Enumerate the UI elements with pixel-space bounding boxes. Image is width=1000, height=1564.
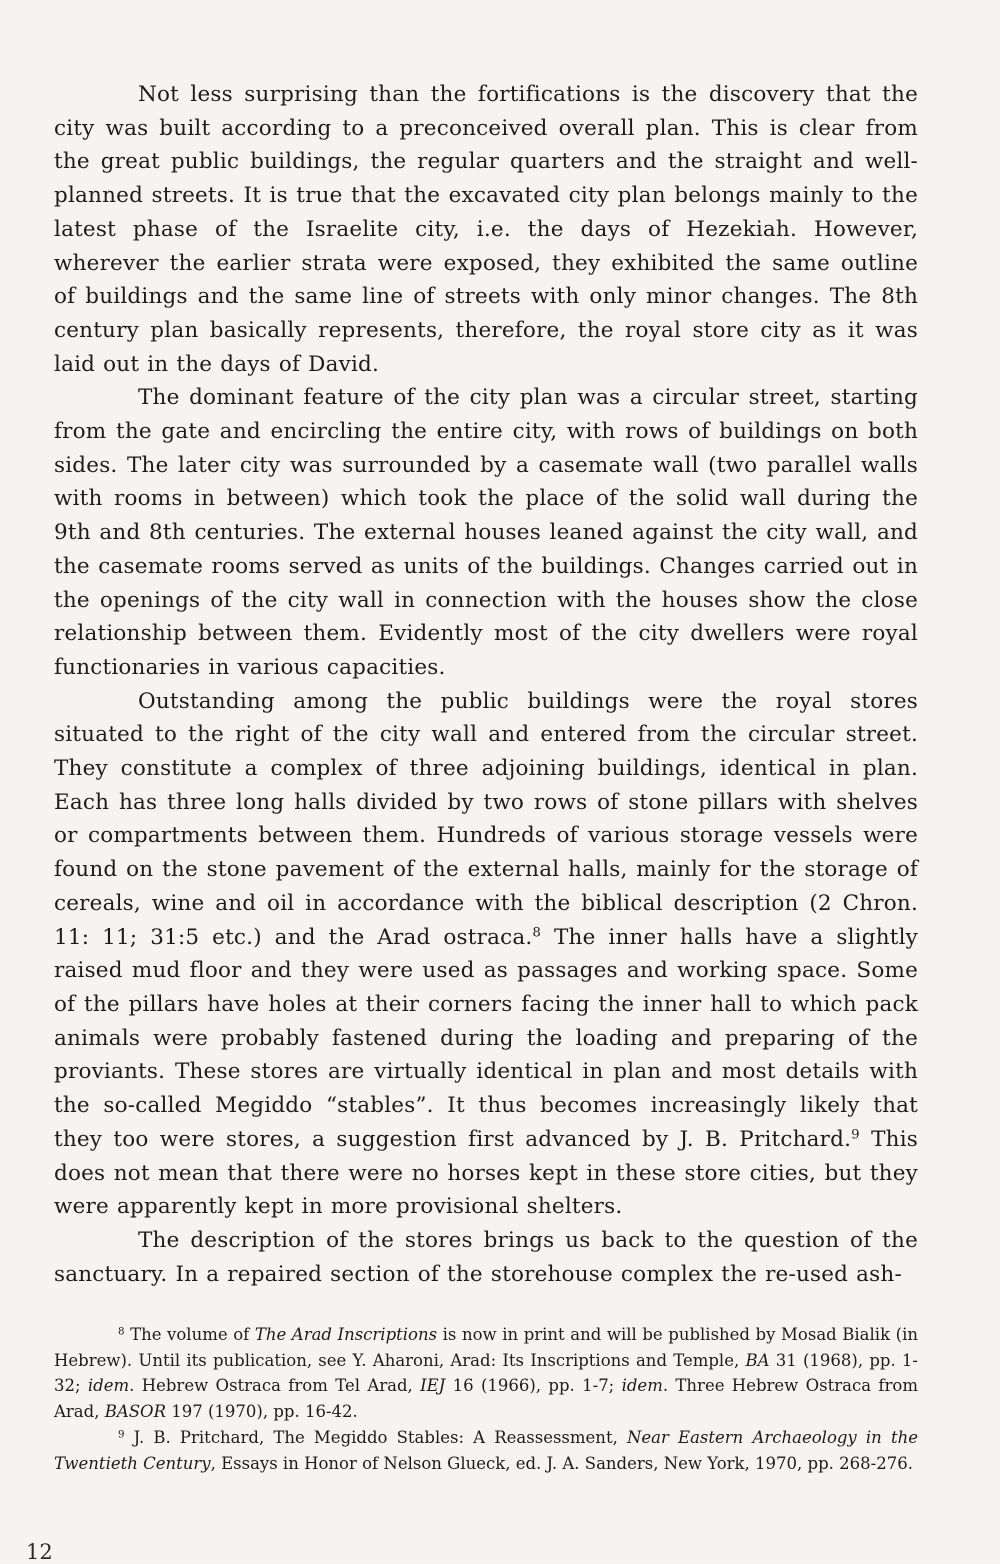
footnote-marker-9: 9	[118, 1429, 125, 1441]
footnote-8-run: is now in print and will be published by Mosad Bialik (in Hebrew). Until its publication, see Y. Aharoni, Arad: Its Inscriptions and Temple,	[54, 1325, 918, 1370]
footnote-ref-8[interactable]: 8	[532, 925, 542, 941]
footnote-8-run: idem	[87, 1376, 130, 1396]
footnote-9-run: , Essays in Honor of Nelson Glueck, ed. J. A. Sanders, New York, 1970, pp. 268-276.	[210, 1453, 913, 1473]
footnote-marker-8: 8	[118, 1326, 125, 1338]
body-text	[54, 78, 918, 1291]
footnote-9-run: J. B. Pritchard, The Megiddo Stables: A Reassessment,	[124, 1427, 627, 1447]
footnote-8-text	[54, 1325, 918, 1421]
footnote-8	[54, 1322, 918, 1425]
footnote-8-run: . Hebrew Ostraca from Tel Arad,	[129, 1376, 421, 1396]
paragraph-2: The dominant feature of the city plan was a circular street, starting from the gate and encircling the entire city, with rows of buildings on both sides. The later city was surrounded by a casemate wall (two parallel walls with rooms in between) which took the place of the solid wall during the 9th and 8th centuries. The external houses leaned against the city wall, and the casemate rooms served as units of the buildings. Changes carried out in the openings of the city wall in connection with the houses show the close relationship between them. Evidently most of the city dwellers were royal functionaries in various capacities.	[54, 385, 918, 680]
footnote-9	[54, 1425, 918, 1476]
paragraph-4: The description of the stores brings us back to the question of the sanctuary. In a repaired section of the storehouse complex the re-used ash-	[54, 1227, 918, 1287]
footnote-8-run: idem	[621, 1376, 663, 1396]
footnote-ref-9[interactable]: 9	[851, 1127, 860, 1143]
paragraph-3-text-c: This does not mean that there were no horses kept in these store cities, but they were apparently kept in more provisional shelters.	[54, 1126, 919, 1220]
footnote-8-run: BA	[745, 1350, 770, 1370]
footnote-8-run: 16 (1966), pp. 1-7;	[445, 1376, 622, 1396]
footnote-8-run: 197 (1970), pp. 16-42.	[166, 1402, 358, 1422]
footnote-8-run: IEJ	[420, 1376, 446, 1396]
footnotes	[54, 1322, 918, 1476]
footnote-8-run: The volume of	[124, 1325, 255, 1344]
footnote-8-run: . Three Hebrew Ostraca from Arad,	[54, 1376, 918, 1422]
footnote-8-run: 31 (1968), pp. 1-32;	[54, 1350, 919, 1396]
footnote-9-run: Near Eastern Archaeology in the Twentieth Century	[54, 1427, 918, 1473]
paragraph-3-text-a: Outstanding among the public buildings were the royal stores situated to the right of the city wall and entered from the circular street. They constitute a complex of three adjoining buildings, identical in plan. Each has three long halls divided by two rows of stone pillars with shelves or compartments between them. Hundreds of various storage vessels were found on the stone pavement of the external halls, mainly for the storage of cereals, wine and oil in accordance with the biblical description (2 Chron. 11: 11; 31:5 etc.) and the Arad ostraca.	[54, 688, 918, 950]
footnote-8-run: BASOR	[104, 1402, 166, 1422]
paragraph-3-text-b: The inner halls have a slightly raised mud floor and they were used as passages and working space. Some of the pillars have holes at their corners facing the inner hall to which pack animals were probably fastened during the loading and preparing of the proviants. These stores are virtually identical in plan and most details with the so-called Megiddo “stables”. It thus becomes increasingly likely that they too were stores, a suggestion first advanced by J. B. Pritchard.	[54, 924, 918, 1152]
footnote-9-text	[54, 1428, 918, 1473]
paragraph-1: Not less surprising than the fortifications is the discovery that the city was built according to a preconceived overall plan. This is clear from the great public buildings, the regular quarters and the straight and well-planned streets. It is true that the excavated city plan belongs mainly to the latest phase of the Israelite city, i.e. the days of Hezekiah. However, wherever the earlier strata were exposed, they exhibited the same outline of buildings and the same line of streets with only minor changes. The 8th century plan basically represents, therefore, the royal store city as it was laid out in the days of David.	[54, 82, 918, 377]
footnote-8-run: The Arad Inscriptions	[254, 1325, 438, 1344]
paragraph-3	[54, 685, 918, 1224]
page-number: 12	[26, 1540, 53, 1564]
